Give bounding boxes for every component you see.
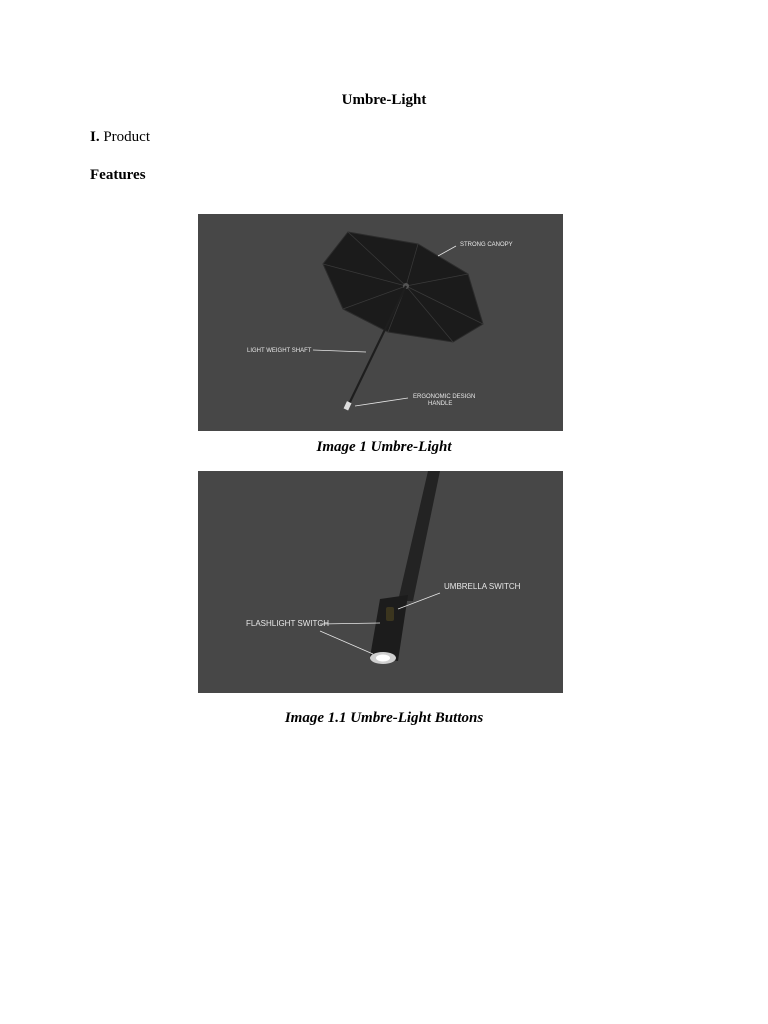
umbrella-render-image <box>198 214 563 431</box>
handle-closeup-image <box>198 471 563 693</box>
closeup-handle <box>370 595 408 661</box>
umbrella-switch-button <box>386 607 394 621</box>
section-label: Product <box>103 129 151 145</box>
callout-flashlight-switch: FLASHLIGHT SWITCH <box>246 619 329 628</box>
flashlight-led <box>376 655 390 662</box>
document-title: Umbre-Light <box>341 92 427 108</box>
section-number: I. <box>90 129 100 145</box>
callout-strong-canopy: STRONG CANOPY <box>460 242 513 248</box>
section-heading <box>90 129 150 146</box>
figure1-caption: Image 1 Umbre-Light <box>316 439 452 455</box>
handle-illustration <box>198 471 563 693</box>
callout-ergonomic-line1: ERGONOMIC DESIGN <box>413 394 476 400</box>
figure2-caption: Image 1.1 Umbre-Light Buttons <box>284 710 484 726</box>
closeup-shaft <box>398 471 440 601</box>
callout-umbrella-switch: UMBRELLA SWITCH <box>444 582 521 591</box>
callout-light-weight-shaft: LIGHT WEIGHT SHAFT <box>247 348 312 354</box>
callout-ergonomic-line2: HANDLE <box>428 401 453 407</box>
features-heading: Features <box>90 167 146 183</box>
umbrella-illustration <box>198 214 563 431</box>
